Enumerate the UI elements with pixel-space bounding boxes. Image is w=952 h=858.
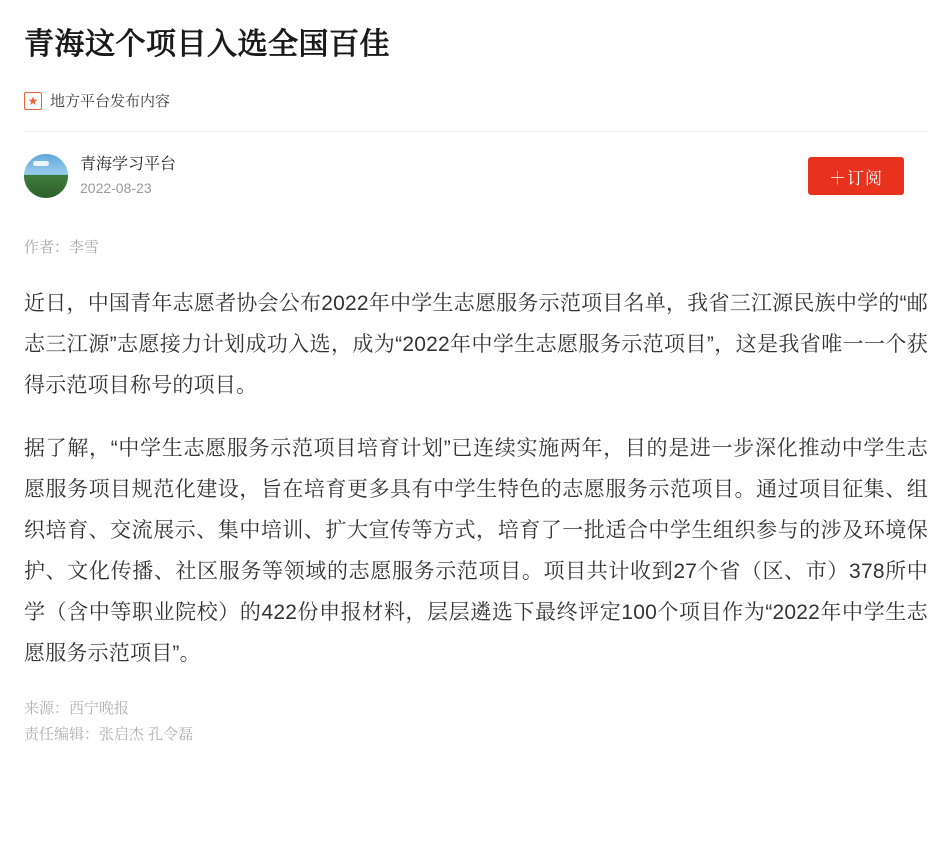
bookmark-star-icon: ★ xyxy=(24,92,42,110)
paragraph: 据了解，“中学生志愿服务示范项目培育计划”已连续实施两年，目的是进一步深化推动中学生志愿服务项目规范化建设，旨在培育更多具有中学生特色的志愿服务示范项目。通过项目征集、组织培育、交流展示、集中培训、扩大宣传等方式，培育了一批适合中学生组织参与的涉及环境保护、文化传播、社区服务等领域的志愿服务示范项目。项目共计收到27个省（区、市）378所中学（含中等职业院校）的422份申报材料，层层遴选下最终评定100个项目作为“2022年中学生志愿服务示范项目”。 xyxy=(24,437,928,665)
divider xyxy=(24,131,928,132)
footer-source: 来源：西宁晚报 xyxy=(24,700,130,717)
author-line: 作者：李雪 xyxy=(24,239,100,256)
source-row xyxy=(24,152,928,200)
article-footer xyxy=(24,696,928,748)
publish-date: 2022-08-23 xyxy=(80,180,152,196)
avatar[interactable] xyxy=(24,154,68,198)
source-meta xyxy=(80,154,176,198)
status-badge: 地方平台发布内容 xyxy=(50,93,171,110)
footer-editor: 责任编辑：张启杰 孔令磊 xyxy=(24,726,194,743)
source-name[interactable]: 青海学习平台 xyxy=(80,156,177,173)
article-body xyxy=(24,283,928,674)
paragraph: 近日，中国青年志愿者协会公布2022年中学生志愿服务示范项目名单，我省三江源民族中学的“邮志三江源”志愿接力计划成功入选，成为“2022年中学生志愿服务示范项目”，这是我省唯一一个获得示范项目称号的项目。 xyxy=(24,292,928,397)
avatar-cloud xyxy=(33,161,49,166)
subscribe-button[interactable]: ＋订阅 xyxy=(808,157,904,195)
avatar-land xyxy=(24,175,68,198)
platform-badge xyxy=(24,90,928,111)
page-title: 青海这个项目入选全国百佳 xyxy=(24,28,390,61)
